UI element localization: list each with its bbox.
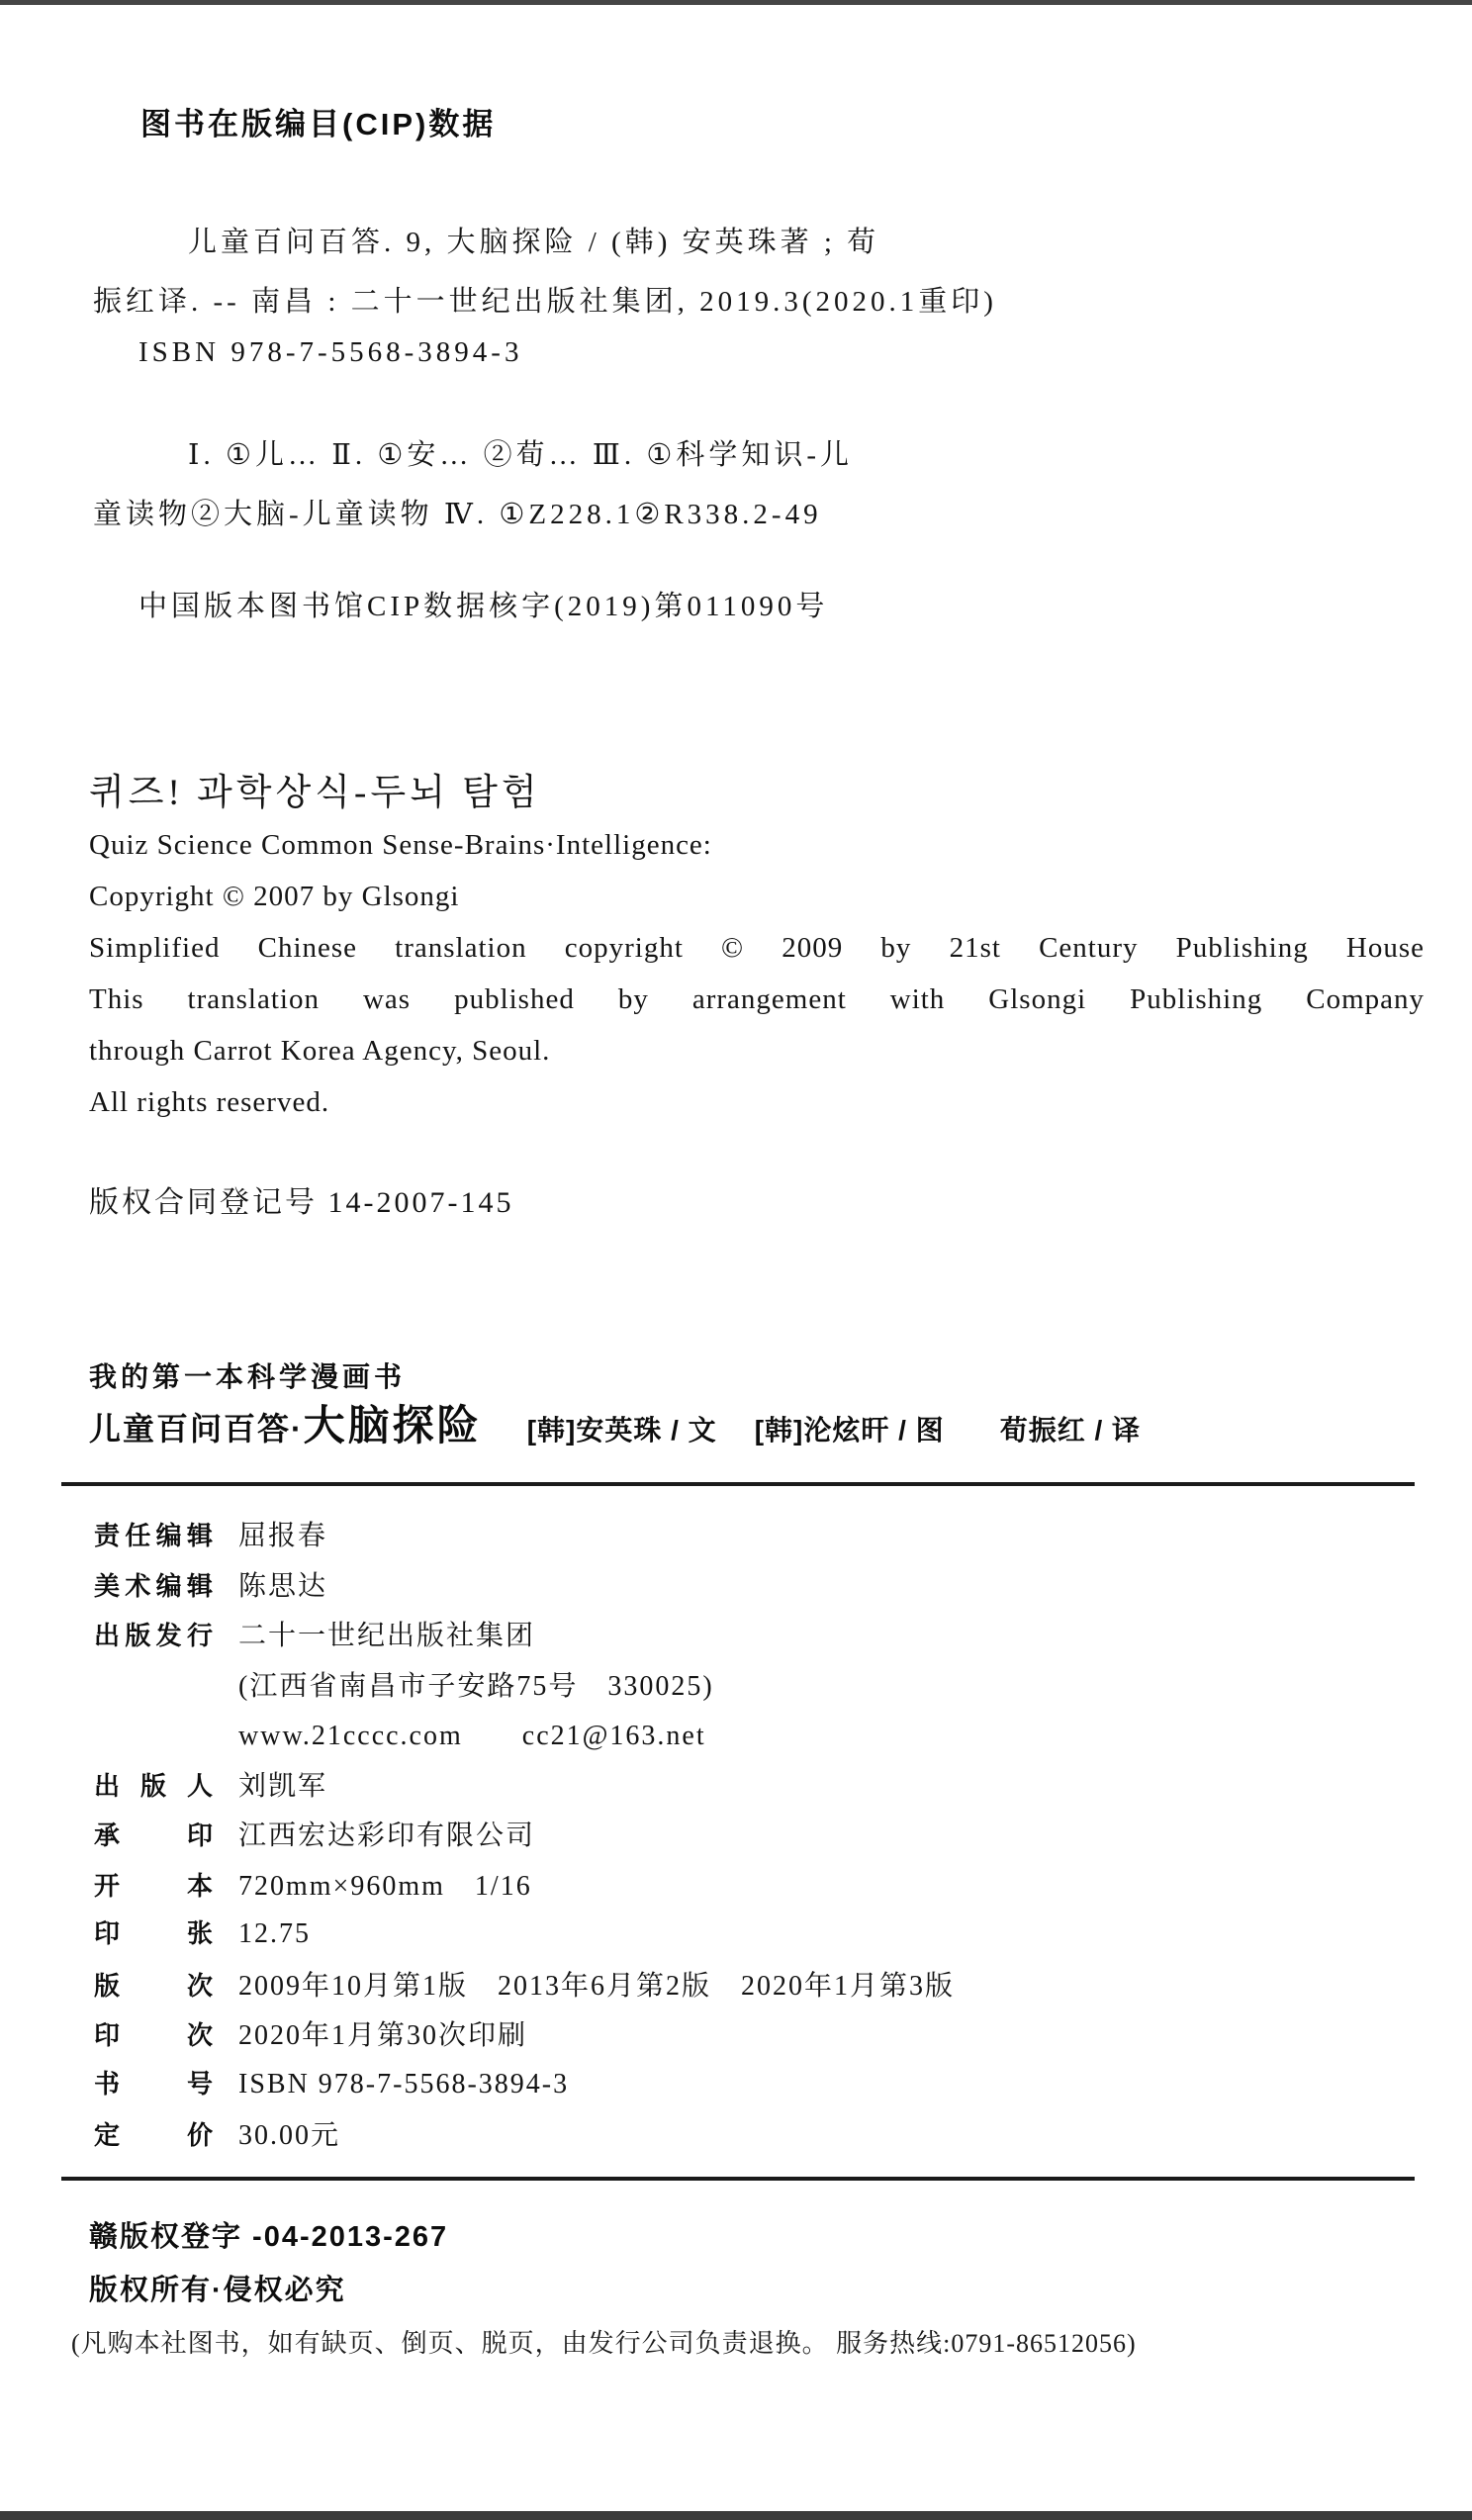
- colophon-table: [94, 1514, 955, 2164]
- colophon-value: 30.00元: [238, 2120, 341, 2151]
- colophon-row-publisher: [94, 1614, 955, 1664]
- cip-classification-line-2: 童读物②大脑-儿童读物 Ⅳ. ①Z228.1②R338.2-49: [93, 499, 822, 530]
- colophon-row-address: [94, 1664, 955, 1715]
- gan-copyright-registration: 赣版权登字 -04-2013-267: [89, 2221, 449, 2253]
- colophon-row-format: [94, 1864, 955, 1914]
- colophon-row-website: [94, 1714, 955, 1764]
- book-title-prefix: 儿童百问百答·: [89, 1411, 304, 1447]
- colophon-value: (江西省南昌市子安路75号 330025): [238, 1670, 714, 1702]
- cip-record-line-1: 儿童百问百答. 9, 大脑探险 / (韩) 安英珠著 ; 荀: [188, 227, 880, 258]
- colophon-row-price: [94, 2113, 955, 2164]
- colophon-label: 责任编辑: [94, 1521, 213, 1550]
- colophon-row-editor: [94, 1514, 955, 1564]
- colophon-label: 美术编辑: [94, 1570, 213, 1601]
- cip-record-line-2: 振红译. -- 南昌 : 二十一世纪出版社集团, 2019.3(2020.1重印): [93, 286, 997, 318]
- colophon-row-printer: [94, 1814, 955, 1864]
- colophon-row-sheets: [94, 1913, 955, 1964]
- colophon-row-edition: [94, 1964, 955, 2014]
- korean-title: 퀴즈! 과학상식-두뇌 탐험: [89, 773, 541, 813]
- colophon-value: 720mm×960mm 1/16: [238, 1870, 532, 1902]
- copyright-registration-number: 版权合同登记号 14-2007-145: [89, 1186, 514, 1219]
- scan-edge-top: [0, 0, 1472, 5]
- colophon-row-isbn: [94, 2064, 955, 2114]
- colophon-label: 出版发行: [94, 1621, 213, 1650]
- colophon-label: 承印: [94, 1820, 213, 1850]
- colophon-value: 12.75: [238, 1918, 311, 1949]
- cip-isbn-line: ISBN 978-7-5568-3894-3: [138, 336, 523, 368]
- colophon-row-publisher-person: [94, 1764, 955, 1815]
- divider-rule-top: [61, 1482, 1415, 1486]
- colophon-value: 陈思达: [238, 1570, 328, 1602]
- colophon-label: 定价: [94, 2120, 213, 2150]
- colophon-value: 2020年1月第30次印刷: [238, 2020, 528, 2051]
- service-hotline-notice: (凡购本社图书，如有缺页、倒页、脱页，由发行公司负责退换。 服务热线:0791-86512056): [71, 2329, 1137, 2358]
- cip-record-number: 中国版本图书馆CIP数据核字(2019)第011090号: [138, 591, 829, 622]
- cip-classification-line-1: Ⅰ. ①儿… Ⅱ. ①安… ②荀… Ⅲ. ①科学知识-儿: [188, 439, 854, 471]
- colophon-label: 出版人: [94, 1770, 213, 1801]
- series-title: 我的第一本科学漫画书: [89, 1361, 407, 1392]
- agency-line: through Carrot Korea Agency, Seoul.: [89, 1035, 551, 1067]
- all-rights-line: All rights reserved.: [89, 1086, 330, 1118]
- simplified-chinese-line: Simplified Chinese translation copyright © 2009 by 21st Century Publishing House: [89, 932, 1425, 964]
- colophon-value: 二十一世纪出版社集团: [238, 1621, 536, 1651]
- colophon-value: www.21cccc.com cc21@163.net: [238, 1721, 706, 1751]
- divider-rule-bottom: [61, 2177, 1415, 2181]
- author-credit: [韩]安英珠 / 文: [526, 1415, 717, 1446]
- colophon-row-impression: [94, 2013, 955, 2064]
- cip-heading: 图书在版编目(CIP)数据: [140, 107, 497, 141]
- copyright-2007-line: Copyright © 2007 by Glsongi: [89, 881, 460, 912]
- colophon-value: 江西宏达彩印有限公司: [238, 1820, 536, 1851]
- colophon-label: 开本: [94, 1870, 213, 1901]
- colophon-value: 屈报春: [238, 1521, 328, 1551]
- colophon-value: ISBN 978-7-5568-3894-3: [238, 2068, 570, 2100]
- all-rights-reserved-notice: 版权所有·侵权必究: [89, 2275, 346, 2306]
- arrangement-line: This translation was published by arrangement with Glsongi Publishing Company: [89, 983, 1425, 1015]
- colophon-label: 印张: [94, 1918, 213, 1948]
- colophon-value: 2009年10月第1版 2013年6月第2版 2020年1月第3版: [238, 1970, 956, 2002]
- colophon-label: 版次: [94, 1970, 213, 2001]
- scan-edge-bottom: [0, 2511, 1472, 2520]
- illustrator-credit: [韩]沦炫旰 / 图: [754, 1415, 945, 1446]
- book-title-row: [89, 1393, 1141, 1452]
- colophon-row-art-editor: [94, 1564, 955, 1615]
- english-title-line: Quiz Science Common Sense-Brains·Intelligence:: [89, 829, 712, 861]
- english-copyright-block: [89, 819, 1425, 1128]
- colophon-label: 印次: [94, 2020, 213, 2050]
- translator-credit: 荀振红 / 译: [999, 1415, 1142, 1446]
- colophon-label: 书号: [94, 2068, 213, 2099]
- book-title-main: 大脑探险: [303, 1402, 482, 1448]
- colophon-value: 刘凯军: [238, 1770, 328, 1802]
